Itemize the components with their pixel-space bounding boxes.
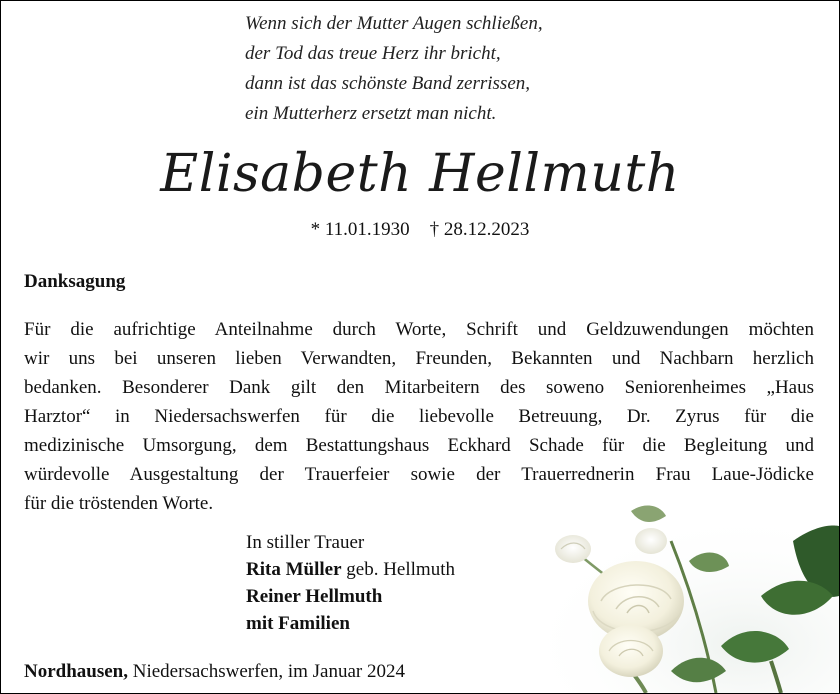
poem-line: der Tod das treue Herz ihr bricht, [245,43,501,64]
text-line: Für die aufrichtige Anteilnahme durch Worte, Schrift und Geldzuwendungen möchten [24,319,814,340]
section-heading: Danksagung [24,271,126,292]
thank-you-text [24,315,814,518]
text-line: bedanken. Besonderer Dank gilt den Mitarbeitern des soweno Seniorenheimes „Haus [24,377,814,398]
signature-block [246,529,455,637]
poem-line: dann ist das schönste Band zerrissen, [245,73,530,94]
text-line: würdevolle Ausgestaltung der Trauerfeier sowie der Trauerrednerin Frau Laue-Jödicke [24,464,814,485]
text-line: wir uns bei unseren lieben Verwandten, Freunden, Bekannten und Nachbarn herzlich [24,348,814,369]
signature-name: Rita Müller [246,559,342,580]
death-date: † 28.12.2023 [429,219,530,240]
signature-line-1 [246,556,455,583]
signature-family: mit Familien [246,613,350,634]
signature-maiden-name: geb. Hellmuth [341,559,455,580]
text-line: Harztor“ in Niedersachswerfen für die liebevolle Betreuung, Dr. Zyrus für die [24,406,814,427]
poem-line: Wenn sich der Mutter Augen schließen, [245,13,543,34]
signature-name: Reiner Hellmuth [246,586,383,607]
text-line: medizinische Umsorgung, dem Bestattungshaus Eckhard Schade für die Begleitung und [24,435,814,456]
poem-line: ein Mutterherz ersetzt man nicht. [245,103,497,124]
place-date-rest: Niedersachswerfen, im Januar 2024 [128,661,405,682]
text-line: für die tröstenden Worte. [24,493,214,514]
place-name: Nordhausen, [24,661,128,682]
place-date-line [24,659,405,685]
white-roses-image [521,501,839,693]
birth-date: * 11.01.1930 [310,219,410,240]
signature-line-3 [246,610,455,637]
signature-line-2 [246,583,455,610]
life-dates [1,217,839,243]
signature-intro: In stiller Trauer [246,532,365,553]
deceased-name: Elisabeth Hellmuth [160,144,680,204]
poem [245,9,543,129]
